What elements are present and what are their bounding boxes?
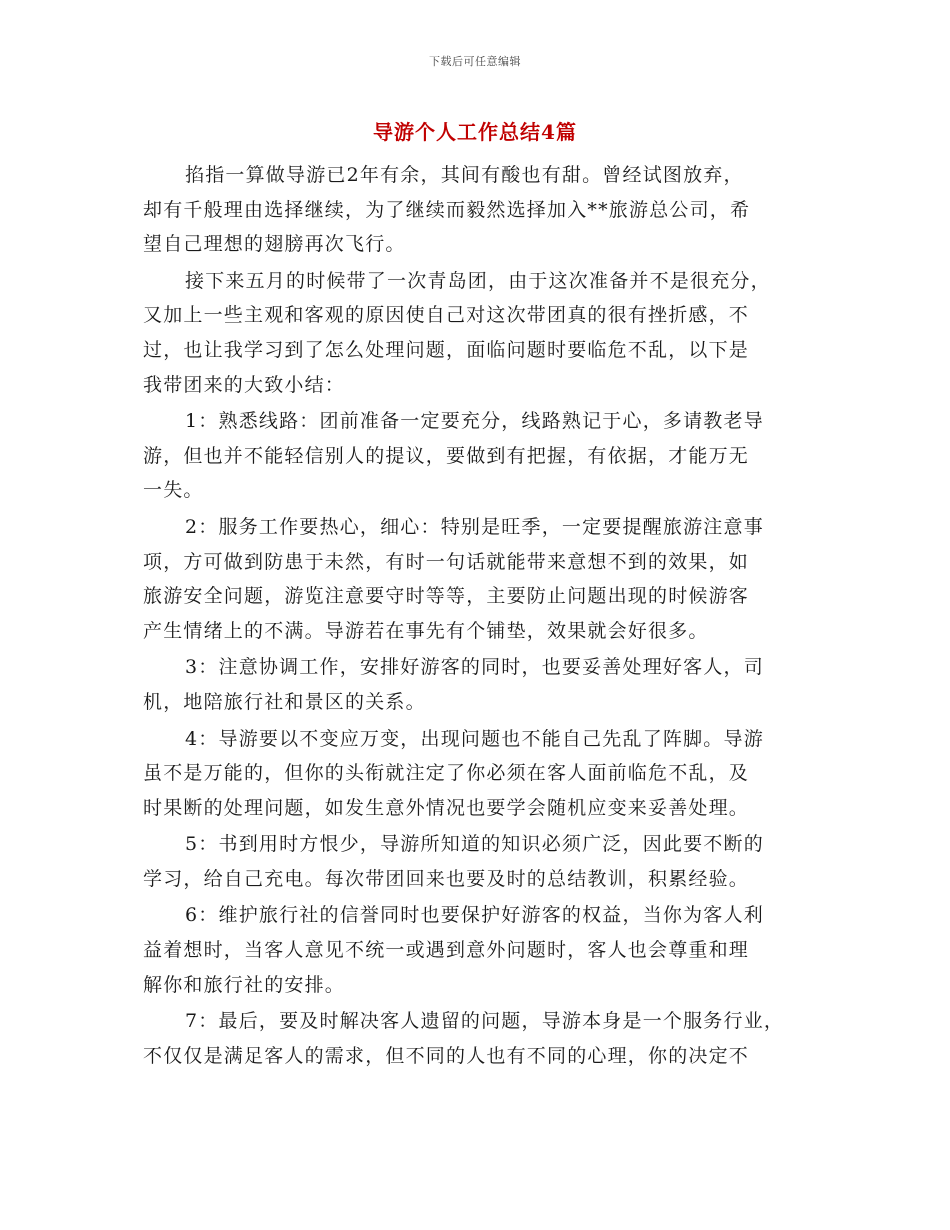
paragraph-line: 4：导游要以不变应万变，出现问题也不能自己先乱了阵脚。导游 — [185, 727, 764, 750]
paragraph-line: 我带团来的大致小结： — [143, 373, 346, 396]
paragraph-line: 产生情绪上的不满。导游若在事先有个铺垫，效果就会好很多。 — [143, 619, 709, 642]
paragraph — [143, 827, 813, 896]
paragraph-line: 3：注意协调工作，安排好游客的同时，也要妥善处理好客人，司 — [185, 656, 764, 679]
paragraph-line: 旅游安全问题，游览注意要守时等等，主要防止问题出现的时候游客 — [143, 585, 750, 608]
paragraph-line: 虽不是万能的，但你的头衔就注定了你必须在客人面前临危不乱，及 — [143, 762, 750, 785]
paragraph-line: 游，但也并不能轻信别人的提议，要做到有把握，有依据，才能万无 — [143, 444, 750, 467]
paragraph — [143, 264, 813, 402]
paragraph — [143, 650, 813, 719]
paragraph — [143, 1004, 813, 1073]
paragraph-line: 却有千般理由选择继续，为了继续而毅然选择加入**旅游总公司，希 — [143, 198, 751, 221]
paragraph-line: 1：熟悉线路：团前准备一定要充分，线路熟记于心，多请教老导 — [185, 410, 764, 433]
header-note: 下载后可任意编辑 — [429, 55, 521, 68]
paragraph — [143, 722, 813, 826]
document-title: 导游个人工作总结4篇 — [373, 120, 577, 144]
paragraph-line: 不仅仅是满足客人的需求，但不同的人也有不同的心理，你的决定不 — [143, 1044, 750, 1067]
paragraph-line: 过，也让我学习到了怎么处理问题，面临问题时要临危不乱，以下是 — [143, 338, 750, 361]
paragraph-line: 学习，给自己充电。每次带团回来也要及时的总结教训，积累经验。 — [143, 867, 750, 890]
paragraph — [143, 510, 813, 648]
paragraph-line: 6：维护旅行社的信誉同时也要保护好游客的权益，当你为客人利 — [185, 904, 764, 927]
paragraph-line: 5：书到用时方恨少，导游所知道的知识必须广泛，因此要不断的 — [185, 833, 764, 856]
document-body — [143, 158, 813, 1075]
paragraph-line: 解你和旅行社的安排。 — [143, 973, 346, 996]
paragraph-line: 望自己理想的翅膀再次飞行。 — [143, 233, 406, 256]
paragraph — [143, 404, 813, 508]
paragraph — [143, 158, 813, 262]
paragraph-line: 掐指一算做导游已2年有余，其间有酸也有甜。曾经试图放弃， — [185, 164, 744, 186]
paragraph — [143, 898, 813, 1002]
paragraph-line: 益着想时，当客人意见不统一或遇到意外问题时，客人也会尊重和理 — [143, 939, 750, 962]
paragraph-line: 又加上一些主观和客观的原因使自己对这次带团真的很有挫折感，不 — [143, 304, 750, 327]
paragraph-line: 2：服务工作要热心，细心：特别是旺季，一定要提醒旅游注意事 — [185, 515, 764, 538]
paragraph-line: 7：最后，要及时解决客人遗留的问题，导游本身是一个服务行业， — [185, 1010, 785, 1033]
paragraph-line: 一失。 — [143, 479, 204, 502]
paragraph-line: 接下来五月的时候带了一次青岛团，由于这次准备并不是很充分， — [185, 269, 771, 292]
paragraph-line: 项，方可做到防患于未然，有时一句话就能带来意想不到的效果，如 — [143, 550, 750, 573]
paragraph-line: 时果断的处理问题，如发生意外情况也要学会随机应变来妥善处理。 — [143, 796, 750, 819]
paragraph-line: 机，地陪旅行社和景区的关系。 — [143, 690, 426, 713]
